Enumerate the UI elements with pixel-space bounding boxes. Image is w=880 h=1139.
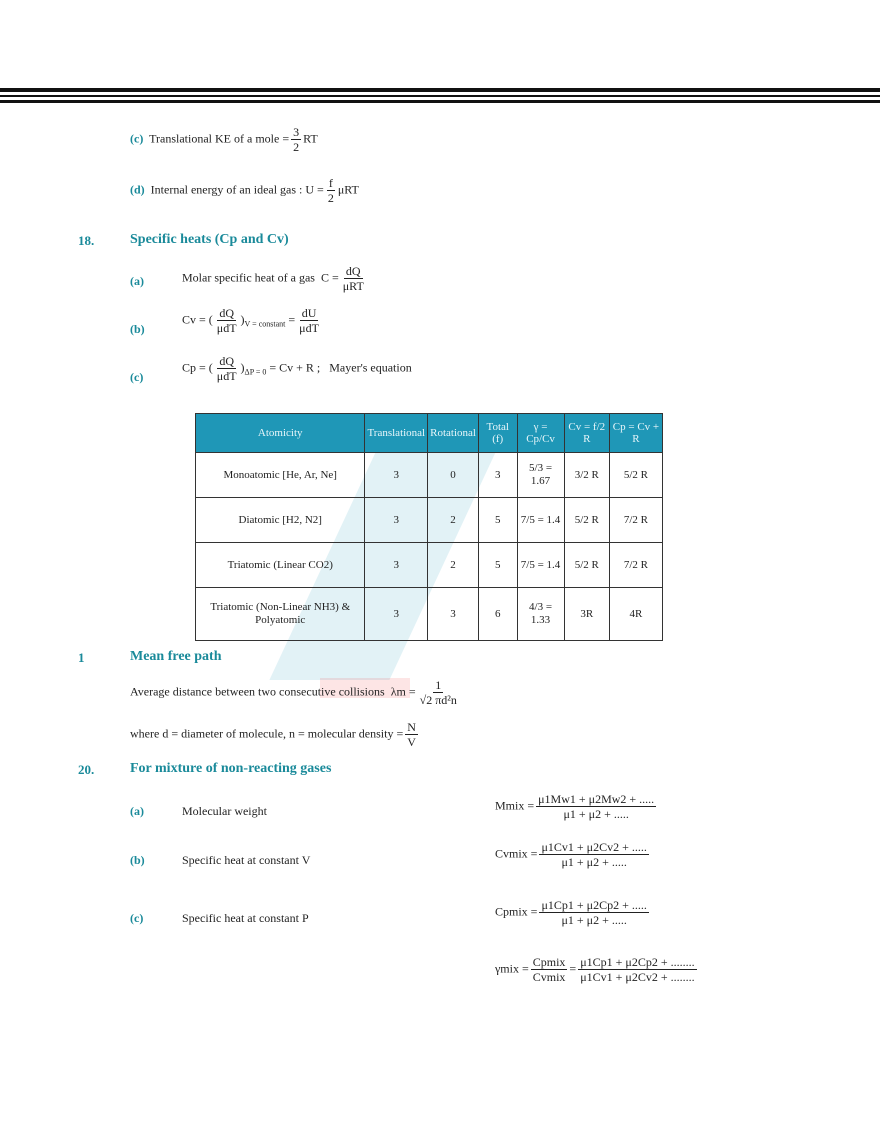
- formula-cp: Cp = ( $\frac{dQ}{\text{μdT}}$ )$_{\Delta P = 0} = Cv + R$ ; Mayer's equation: [182, 354, 412, 383]
- table-row: [196, 453, 663, 498]
- item-label: (b): [130, 853, 145, 867]
- col-header: Cp = Cv + R: [609, 414, 662, 453]
- col-header: Cv = f/2 R: [564, 414, 609, 453]
- table-cell: 3: [365, 498, 428, 543]
- item-label: (c): [130, 911, 144, 925]
- formula-mmix: Mmix = $\frac{\mu 1Mw1 + \mu 2Mw2 + .....}{\mu 1 + \mu 2 + .....}$: [495, 792, 655, 821]
- item-text: Specific heat at constant P: [182, 911, 309, 925]
- table-cell: 3: [365, 543, 428, 588]
- table-cell: 0: [428, 453, 479, 498]
- table-cell: 7/5 = 1.4: [517, 498, 564, 543]
- col-header: γ = Cp/Cv: [517, 414, 564, 453]
- table-row: [196, 588, 663, 641]
- table-cell: 6: [478, 588, 517, 641]
- section-title: For mixture of non-reacting gases: [130, 761, 332, 776]
- table-cell: 7/2 R: [609, 498, 662, 543]
- section-title: Specific heats (Cp and Cv): [130, 232, 289, 247]
- table-cell: 3: [478, 453, 517, 498]
- density-formula: where d = diameter of molecule, n = molecular density = $\frac{N}{V}$: [130, 720, 416, 749]
- header-rule: [0, 100, 880, 103]
- table-cell: 7/5 = 1.4: [517, 543, 564, 588]
- table-cell: 7/2 R: [609, 543, 662, 588]
- formula-gammamix: γmix = $\frac{\text{Cpmix}}{\text{Cvmix}}$ = $\frac{\mu 1Cp1 + \mu 2Cp2 + ........}{\mu 1Cv1 + \mu 2Cv2 + ........}$: [495, 955, 695, 984]
- table-cell: 3: [365, 588, 428, 641]
- item-text: Molecular weight: [182, 804, 267, 818]
- item-label: (c): [130, 370, 144, 384]
- atomicity-table: [195, 413, 663, 641]
- table-cell: Triatomic (Non-Linear NH3) & Polyatomic: [196, 588, 365, 641]
- table-cell: 2: [428, 543, 479, 588]
- section-number: 20.: [78, 762, 95, 777]
- item-d: (d) Internal energy of an ideal gas : U = $\frac{f}{2}$ μRT: [130, 176, 359, 205]
- item-c: (c) Translational KE of a mole = $\frac{3}{2}$ RT: [130, 125, 318, 154]
- col-header: Atomicity: [196, 414, 365, 453]
- table-cell: 5: [478, 498, 517, 543]
- section-title: Mean free path: [130, 649, 222, 664]
- item-label: (b): [130, 322, 145, 336]
- item-label: (a): [130, 274, 144, 288]
- formula-molar-heat: Molar specific heat of a gas C = $\frac{dQ}{\text{μRT}}$: [182, 264, 364, 293]
- table-cell: 3R: [564, 588, 609, 641]
- formula-cpmix: Cpmix = $\frac{\mu 1Cp1 + \mu 2Cp2 + .....}{\mu 1 + \mu 2 + .....}$: [495, 898, 647, 927]
- table-cell: 3: [365, 453, 428, 498]
- col-header: Rotational: [428, 414, 479, 453]
- table-cell: 5/2 R: [564, 543, 609, 588]
- item-text: Specific heat at constant V: [182, 853, 311, 867]
- table-cell: Diatomic [H2, N2]: [196, 498, 365, 543]
- table-cell: 3: [428, 588, 479, 641]
- table-cell: 5/3 = 1.67: [517, 453, 564, 498]
- section-number: 18.: [78, 233, 95, 248]
- table-cell: 2: [428, 498, 479, 543]
- header-rule: [0, 88, 880, 92]
- table-cell: 3/2 R: [564, 453, 609, 498]
- formula-cv: Cv = ( $\frac{dQ}{\text{μdT}}$ )$_{V = constant}$ = $\frac{dU}{\text{μdT}}$: [182, 306, 319, 335]
- section-number: 1: [78, 650, 85, 665]
- col-header: Total (f): [478, 414, 517, 453]
- table-cell: Triatomic (Linear CO2): [196, 543, 365, 588]
- col-header: Translational: [365, 414, 428, 453]
- table-cell: 5: [478, 543, 517, 588]
- formula-cvmix: Cvmix = $\frac{\mu 1Cv1 + \mu 2Cv2 + .....}{\mu 1 + \mu 2 + .....}$: [495, 840, 647, 869]
- item-label: (a): [130, 804, 144, 818]
- table-cell: 5/2 R: [609, 453, 662, 498]
- table-row: [196, 543, 663, 588]
- header-rule: [0, 95, 880, 97]
- mean-free-path-formula: Average distance between two consecutive collisions λm = $\frac{1}{\text{√2 πd²n}}$: [130, 678, 457, 707]
- table-cell: 4/3 = 1.33: [517, 588, 564, 641]
- table-row: [196, 498, 663, 543]
- table-cell: Monoatomic [He, Ar, Ne]: [196, 453, 365, 498]
- table-cell: 4R: [609, 588, 662, 641]
- table-cell: 5/2 R: [564, 498, 609, 543]
